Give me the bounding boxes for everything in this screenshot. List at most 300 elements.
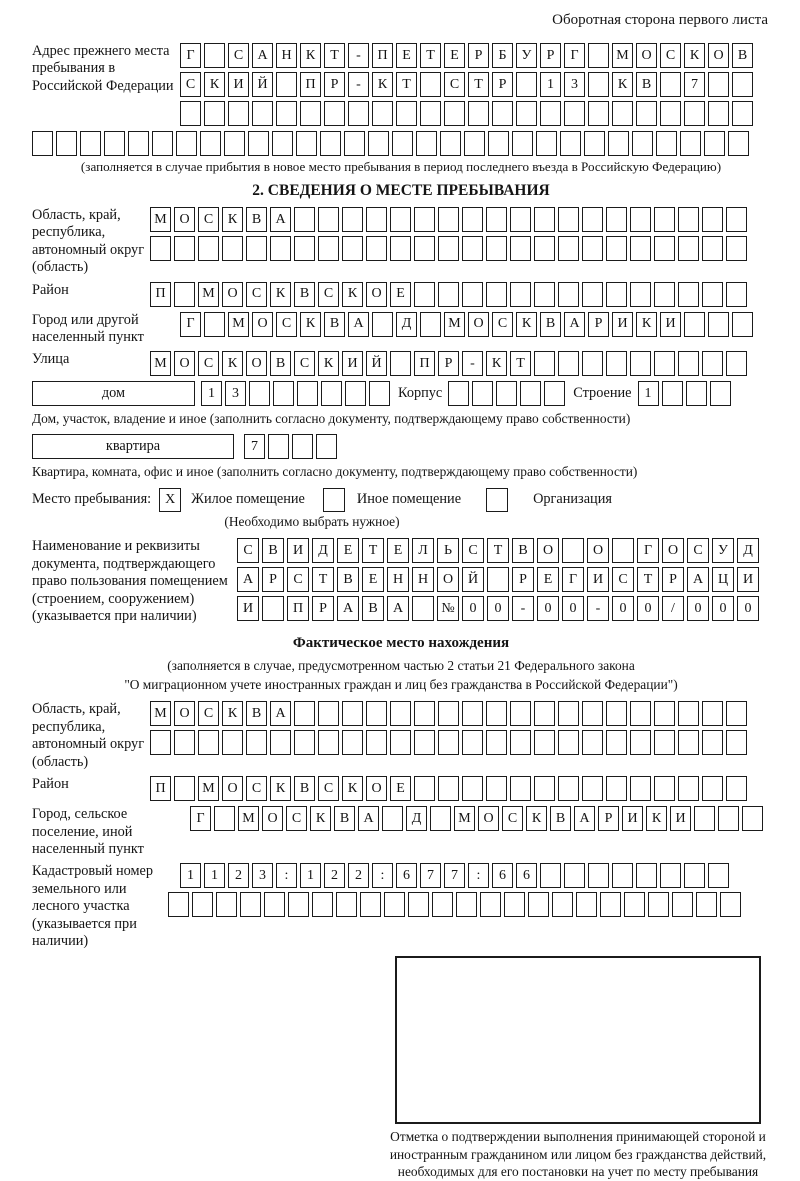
form-cell[interactable] [420,312,441,337]
form-cell[interactable] [448,381,469,406]
form-cell[interactable]: 7 [420,863,441,888]
form-cell[interactable]: Е [387,538,409,563]
form-cell[interactable] [438,207,459,232]
form-cell[interactable] [510,730,531,755]
form-cell[interactable]: С [276,312,297,337]
form-cell[interactable] [414,701,435,726]
form-cell[interactable] [558,701,579,726]
form-cell[interactable] [174,776,195,801]
form-cell[interactable] [606,351,627,376]
form-cell[interactable]: С [198,351,219,376]
form-cell[interactable] [582,282,603,307]
form-cell[interactable]: Б [492,43,513,68]
document-row-2[interactable] [237,567,759,592]
form-cell[interactable] [612,538,634,563]
form-cell[interactable]: В [334,806,355,831]
form-cell[interactable]: Ц [712,567,734,592]
form-cell[interactable] [702,236,723,261]
form-cell[interactable] [486,236,507,261]
form-cell[interactable]: - [512,596,534,621]
form-cell[interactable]: А [237,567,259,592]
form-cell[interactable]: М [612,43,633,68]
form-cell[interactable]: О [222,776,243,801]
form-cell[interactable]: С [502,806,523,831]
form-cell[interactable] [510,236,531,261]
form-cell[interactable] [128,131,149,156]
form-cell[interactable] [660,101,681,126]
form-cell[interactable] [708,863,729,888]
form-cell[interactable]: С [237,538,259,563]
form-cell[interactable]: 2 [228,863,249,888]
form-cell[interactable]: С [492,312,513,337]
prev-address-row-1[interactable] [180,43,753,68]
form-cell[interactable]: Т [396,72,417,97]
form-cell[interactable]: О [468,312,489,337]
form-cell[interactable]: П [372,43,393,68]
form-cell[interactable] [392,131,413,156]
form-cell[interactable] [678,236,699,261]
form-cell[interactable]: Т [468,72,489,97]
form-cell[interactable]: М [454,806,475,831]
form-cell[interactable] [678,776,699,801]
form-cell[interactable] [648,892,669,917]
form-cell[interactable] [414,282,435,307]
form-cell[interactable]: 6 [516,863,537,888]
form-cell[interactable]: С [228,43,249,68]
form-cell[interactable]: С [444,72,465,97]
form-cell[interactable] [624,892,645,917]
form-cell[interactable]: О [366,282,387,307]
form-cell[interactable] [710,381,731,406]
form-cell[interactable] [720,892,741,917]
form-cell[interactable] [630,207,651,232]
form-cell[interactable]: Н [276,43,297,68]
form-cell[interactable] [462,207,483,232]
form-cell[interactable] [273,381,294,406]
form-cell[interactable] [444,101,465,126]
form-cell[interactable] [558,236,579,261]
form-cell[interactable]: Е [337,538,359,563]
form-cell[interactable] [270,236,291,261]
form-cell[interactable] [252,101,273,126]
form-cell[interactable]: 0 [712,596,734,621]
form-cell[interactable] [414,236,435,261]
document-row-3[interactable] [237,596,759,621]
form-cell[interactable]: И [612,312,633,337]
form-cell[interactable] [726,236,747,261]
form-cell[interactable]: Р [540,43,561,68]
street-row[interactable] [150,351,747,376]
form-cell[interactable] [678,701,699,726]
form-cell[interactable] [288,892,309,917]
form-cell[interactable]: Л [412,538,434,563]
form-cell[interactable] [686,381,707,406]
form-cell[interactable]: В [540,312,561,337]
form-cell[interactable] [320,131,341,156]
form-cell[interactable] [312,892,333,917]
form-cell[interactable] [558,282,579,307]
form-cell[interactable]: В [732,43,753,68]
form-cell[interactable]: Е [390,282,411,307]
form-cell[interactable]: 3 [225,381,246,406]
form-cell[interactable] [488,131,509,156]
form-cell[interactable]: В [512,538,534,563]
form-cell[interactable]: У [712,538,734,563]
form-cell[interactable] [702,776,723,801]
city-row[interactable] [180,312,753,337]
form-cell[interactable]: 0 [462,596,484,621]
form-cell[interactable]: А [348,312,369,337]
document-row-1[interactable] [237,538,759,563]
form-cell[interactable] [318,236,339,261]
form-cell[interactable]: А [270,701,291,726]
form-cell[interactable]: Д [312,538,334,563]
form-cell[interactable] [732,101,753,126]
form-cell[interactable]: В [550,806,571,831]
form-cell[interactable]: Й [252,72,273,97]
form-cell[interactable] [540,863,561,888]
form-cell[interactable]: : [372,863,393,888]
form-cell[interactable] [654,351,675,376]
form-cell[interactable]: В [246,207,267,232]
form-cell[interactable] [294,701,315,726]
form-cell[interactable] [672,892,693,917]
form-cell[interactable] [702,282,723,307]
form-cell[interactable] [612,863,633,888]
form-cell[interactable] [249,381,270,406]
form-cell[interactable] [321,381,342,406]
form-cell[interactable] [696,892,717,917]
form-cell[interactable] [582,236,603,261]
form-cell[interactable] [168,892,189,917]
form-cell[interactable]: Е [444,43,465,68]
form-cell[interactable] [270,730,291,755]
form-cell[interactable]: В [324,312,345,337]
form-cell[interactable] [180,101,201,126]
form-cell[interactable] [662,381,683,406]
form-cell[interactable]: 3 [252,863,273,888]
form-cell[interactable] [726,282,747,307]
form-cell[interactable] [582,207,603,232]
form-cell[interactable]: Н [412,567,434,592]
form-cell[interactable] [224,131,245,156]
stroenie-cells[interactable] [638,381,731,406]
form-cell[interactable] [272,131,293,156]
form-cell[interactable]: А [252,43,273,68]
form-cell[interactable]: С [294,351,315,376]
district-row[interactable] [150,282,747,307]
form-cell[interactable] [390,730,411,755]
form-cell[interactable]: И [660,312,681,337]
form-cell[interactable]: Р [262,567,284,592]
form-cell[interactable] [694,806,715,831]
form-cell[interactable] [486,730,507,755]
form-cell[interactable] [588,43,609,68]
form-cell[interactable]: К [270,282,291,307]
form-cell[interactable] [608,131,629,156]
form-cell[interactable] [728,131,749,156]
form-cell[interactable] [368,131,389,156]
form-cell[interactable]: В [294,776,315,801]
form-cell[interactable] [342,236,363,261]
form-cell[interactable] [654,282,675,307]
form-cell[interactable] [540,101,561,126]
form-cell[interactable] [80,131,101,156]
form-cell[interactable] [582,701,603,726]
form-cell[interactable]: О [708,43,729,68]
form-cell[interactable] [562,538,584,563]
form-cell[interactable]: Т [420,43,441,68]
form-cell[interactable] [344,131,365,156]
form-cell[interactable]: Д [406,806,427,831]
form-cell[interactable] [560,131,581,156]
form-cell[interactable]: Г [180,312,201,337]
form-cell[interactable]: 6 [492,863,513,888]
form-cell[interactable] [150,730,171,755]
form-cell[interactable] [216,892,237,917]
form-cell[interactable] [246,730,267,755]
form-cell[interactable]: Р [598,806,619,831]
form-cell[interactable]: № [437,596,459,621]
form-cell[interactable] [408,892,429,917]
form-cell[interactable] [480,892,501,917]
form-cell[interactable] [630,730,651,755]
cadastre-row-1[interactable] [180,863,741,888]
form-cell[interactable] [606,207,627,232]
form-cell[interactable]: Р [588,312,609,337]
form-cell[interactable] [630,351,651,376]
form-cell[interactable]: В [246,701,267,726]
form-cell[interactable] [345,381,366,406]
form-cell[interactable]: 0 [562,596,584,621]
form-cell[interactable] [104,131,125,156]
form-cell[interactable] [296,131,317,156]
form-cell[interactable] [432,892,453,917]
form-cell[interactable] [600,892,621,917]
form-cell[interactable]: 0 [687,596,709,621]
form-cell[interactable] [264,892,285,917]
form-cell[interactable]: Р [324,72,345,97]
form-cell[interactable]: А [687,567,709,592]
form-cell[interactable] [654,236,675,261]
form-cell[interactable] [678,207,699,232]
form-cell[interactable]: 2 [324,863,345,888]
form-cell[interactable] [512,131,533,156]
form-cell[interactable]: И [287,538,309,563]
form-cell[interactable]: Г [564,43,585,68]
al-district-row[interactable] [150,776,747,801]
form-cell[interactable] [588,863,609,888]
form-cell[interactable]: О [222,282,243,307]
form-cell[interactable]: У [516,43,537,68]
form-cell[interactable] [174,282,195,307]
form-cell[interactable]: Т [510,351,531,376]
form-cell[interactable]: О [478,806,499,831]
form-cell[interactable] [726,351,747,376]
form-cell[interactable] [316,434,337,459]
form-cell[interactable] [420,72,441,97]
form-cell[interactable] [510,207,531,232]
form-cell[interactable] [534,351,555,376]
form-cell[interactable] [702,351,723,376]
form-cell[interactable] [366,207,387,232]
form-cell[interactable] [32,131,53,156]
form-cell[interactable] [248,131,269,156]
form-cell[interactable] [414,776,435,801]
form-cell[interactable] [412,596,434,621]
form-cell[interactable] [414,730,435,755]
form-cell[interactable]: О [636,43,657,68]
form-cell[interactable]: С [462,538,484,563]
form-cell[interactable]: А [564,312,585,337]
form-cell[interactable] [56,131,77,156]
form-cell[interactable]: Р [512,567,534,592]
form-cell[interactable]: К [684,43,705,68]
form-cell[interactable]: О [437,567,459,592]
form-cell[interactable]: О [246,351,267,376]
form-cell[interactable]: К [526,806,547,831]
form-cell[interactable]: Р [312,596,334,621]
form-cell[interactable] [684,101,705,126]
region-row-1[interactable] [150,207,747,232]
form-cell[interactable] [292,434,313,459]
form-cell[interactable] [198,236,219,261]
form-cell[interactable]: Й [462,567,484,592]
form-cell[interactable]: И [237,596,259,621]
form-cell[interactable] [262,596,284,621]
form-cell[interactable] [726,730,747,755]
form-cell[interactable]: С [660,43,681,68]
form-cell[interactable] [294,730,315,755]
form-cell[interactable] [462,701,483,726]
cadastre-row-2[interactable] [168,892,741,917]
form-cell[interactable]: - [348,72,369,97]
form-cell[interactable] [534,730,555,755]
form-cell[interactable] [708,101,729,126]
form-cell[interactable] [366,730,387,755]
form-cell[interactable]: П [150,776,171,801]
form-cell[interactable] [468,101,489,126]
form-cell[interactable]: Т [312,567,334,592]
form-cell[interactable] [588,101,609,126]
form-cell[interactable] [324,101,345,126]
region-row-2[interactable] [150,236,747,261]
form-cell[interactable]: В [337,567,359,592]
form-cell[interactable]: М [444,312,465,337]
form-cell[interactable] [536,131,557,156]
form-cell[interactable]: 1 [638,381,659,406]
form-cell[interactable] [246,236,267,261]
form-cell[interactable] [656,131,677,156]
form-cell[interactable] [462,282,483,307]
form-cell[interactable] [564,101,585,126]
form-cell[interactable] [632,131,653,156]
form-cell[interactable] [630,236,651,261]
form-cell[interactable]: К [222,351,243,376]
form-cell[interactable]: М [238,806,259,831]
form-cell[interactable] [704,131,725,156]
form-cell[interactable]: С [198,701,219,726]
form-cell[interactable] [606,236,627,261]
form-cell[interactable]: К [372,72,393,97]
form-cell[interactable] [486,282,507,307]
form-cell[interactable]: А [574,806,595,831]
form-cell[interactable] [318,207,339,232]
form-cell[interactable]: К [486,351,507,376]
form-cell[interactable] [294,207,315,232]
form-cell[interactable]: М [198,282,219,307]
prev-address-row-4[interactable] [32,131,770,156]
form-cell[interactable]: Е [396,43,417,68]
form-cell[interactable]: К [646,806,667,831]
form-cell[interactable]: К [300,43,321,68]
form-cell[interactable] [486,776,507,801]
form-cell[interactable] [336,892,357,917]
checkbox-residential[interactable]: X [159,488,181,512]
form-cell[interactable]: 7 [684,72,705,97]
form-cell[interactable] [636,863,657,888]
form-cell[interactable]: Р [468,43,489,68]
form-cell[interactable] [678,351,699,376]
form-cell[interactable] [606,282,627,307]
form-cell[interactable] [606,776,627,801]
form-cell[interactable] [606,730,627,755]
form-cell[interactable] [654,730,675,755]
form-cell[interactable]: О [252,312,273,337]
form-cell[interactable] [732,72,753,97]
prev-address-row-2[interactable] [180,72,753,97]
form-cell[interactable] [726,207,747,232]
form-cell[interactable] [636,101,657,126]
form-cell[interactable] [366,701,387,726]
form-cell[interactable] [534,776,555,801]
form-cell[interactable] [504,892,525,917]
form-cell[interactable] [630,776,651,801]
form-cell[interactable]: 2 [348,863,369,888]
form-cell[interactable]: 1 [201,381,222,406]
form-cell[interactable] [414,207,435,232]
form-cell[interactable] [438,236,459,261]
form-cell[interactable]: В [270,351,291,376]
form-cell[interactable]: Е [537,567,559,592]
form-cell[interactable] [472,381,493,406]
form-cell[interactable] [396,101,417,126]
form-cell[interactable]: Д [737,538,759,563]
form-cell[interactable] [660,72,681,97]
form-cell[interactable]: К [318,351,339,376]
form-cell[interactable]: М [198,776,219,801]
form-cell[interactable]: К [222,207,243,232]
form-cell[interactable]: А [387,596,409,621]
form-cell[interactable] [204,101,225,126]
form-cell[interactable]: 0 [637,596,659,621]
form-cell[interactable]: В [262,538,284,563]
form-cell[interactable] [294,236,315,261]
form-cell[interactable] [174,236,195,261]
form-cell[interactable]: О [366,776,387,801]
form-cell[interactable] [718,806,739,831]
form-cell[interactable]: К [516,312,537,337]
form-cell[interactable]: И [622,806,643,831]
form-cell[interactable]: 6 [396,863,417,888]
form-cell[interactable] [654,701,675,726]
form-cell[interactable] [510,282,531,307]
form-cell[interactable]: К [300,312,321,337]
form-cell[interactable]: С [246,282,267,307]
form-cell[interactable]: П [414,351,435,376]
form-cell[interactable]: К [270,776,291,801]
form-cell[interactable]: К [636,312,657,337]
